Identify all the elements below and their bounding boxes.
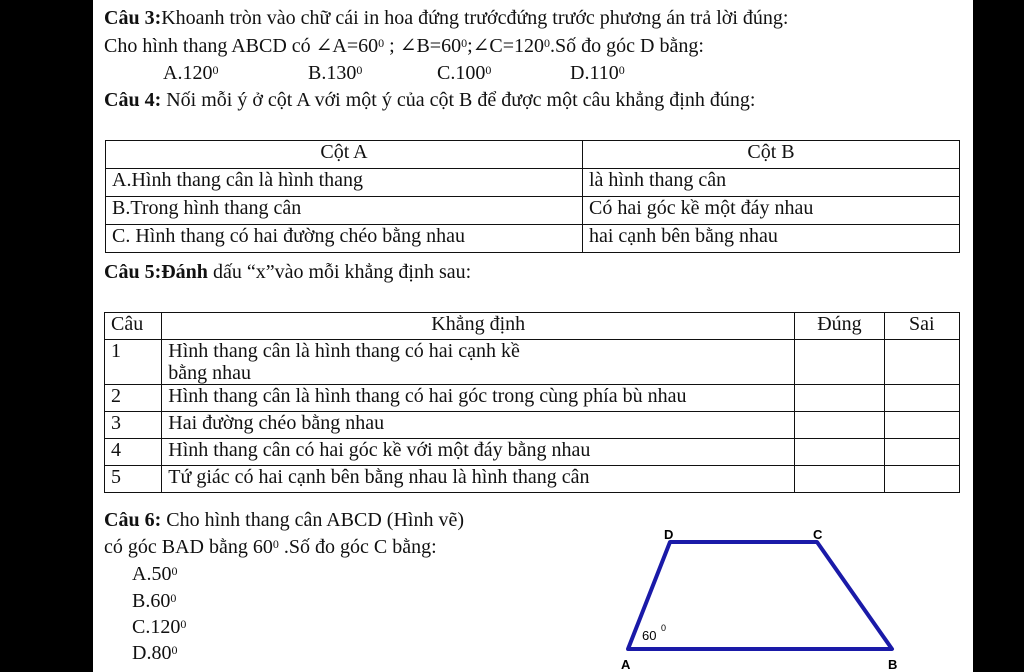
q6-option-b[interactable]	[132, 589, 176, 613]
dung-cell[interactable]	[795, 412, 884, 439]
sai-cell[interactable]	[884, 466, 959, 493]
row-number: 2	[105, 385, 162, 412]
q6-option-a[interactable]	[132, 562, 177, 586]
table-row	[105, 439, 960, 466]
row-number: 3	[105, 412, 162, 439]
q3-problem-part: Cho hình thang ABCD có ∠A=60	[104, 35, 379, 57]
option-letter: D.	[132, 642, 152, 664]
option-value: 100	[455, 62, 486, 84]
q6-text: Cho hình thang cân ABCD (Hình vẽ)	[161, 509, 464, 531]
table-row	[105, 412, 960, 439]
option-letter: A.	[163, 62, 183, 84]
cell-b: là hình thang cân	[583, 169, 960, 197]
q3-option-b[interactable]	[308, 61, 362, 85]
vertex-label-a: A	[621, 657, 631, 672]
q6-problem-part: có góc BAD bằng 60	[104, 536, 273, 558]
q5-text: dấu “x”vào mỗi khẳng định sau:	[207, 261, 472, 283]
header-khang-dinh: Khẳng định	[162, 313, 795, 340]
row-statement: Hình thang cân là hình thang có hai góc trong cùng phía bù nhau	[162, 385, 795, 412]
statement-line: bằng nhau	[168, 362, 252, 384]
table-row	[106, 169, 960, 197]
q4-instruction	[104, 88, 755, 112]
option-letter: D.	[570, 62, 590, 84]
q6-problem	[104, 535, 437, 559]
header-cot-a: Cột A	[106, 141, 583, 169]
table-header-row	[106, 141, 960, 169]
q6-label: Câu 6:	[104, 509, 162, 531]
q3-label: Câu 3:	[104, 7, 162, 29]
table-row	[106, 197, 960, 225]
dung-cell[interactable]	[795, 385, 884, 412]
q6-problem-part: .Số đo góc C bằng:	[278, 536, 437, 558]
header-dung: Đúng	[795, 313, 884, 340]
q5-instruction	[104, 260, 471, 284]
cell-a: A.Hình thang cân là hình thang	[106, 169, 583, 197]
vertex-label-c: C	[813, 528, 823, 542]
row-number: 1	[105, 340, 162, 385]
cell-b: Có hai góc kề một đáy nhau	[583, 197, 960, 225]
dung-cell[interactable]	[795, 340, 884, 385]
option-sup: 0	[170, 591, 177, 605]
option-letter: B.	[132, 590, 151, 612]
row-statement	[162, 340, 795, 385]
table-row	[105, 466, 960, 493]
q3-sup: 0	[544, 36, 551, 50]
row-number: 4	[105, 439, 162, 466]
sai-cell[interactable]	[884, 439, 959, 466]
option-sup: 0	[485, 63, 492, 77]
q3-sup: 0	[378, 36, 385, 50]
q3-sup: 0	[461, 36, 468, 50]
option-value: 50	[151, 563, 172, 585]
angle-degree-sup: 0	[661, 623, 667, 633]
table-row	[105, 340, 960, 385]
table-header-row	[105, 313, 960, 340]
row-statement: Tứ giác có hai cạnh bên bằng nhau là hình thang cân	[162, 466, 795, 493]
option-letter: A.	[132, 563, 152, 585]
true-false-table	[104, 312, 960, 493]
q6-option-d[interactable]	[132, 641, 177, 665]
q3-option-c[interactable]	[437, 61, 491, 85]
option-letter: C.	[437, 62, 456, 84]
q3-problem	[104, 34, 704, 58]
option-sup: 0	[618, 63, 625, 77]
option-sup: 0	[171, 643, 178, 657]
table-row	[105, 385, 960, 412]
option-value: 80	[151, 642, 172, 664]
option-value: 60	[150, 590, 171, 612]
table-row	[106, 225, 960, 253]
trapezoid-shape	[628, 542, 892, 649]
q6-sup: 0	[272, 537, 279, 551]
header-sai: Sai	[884, 313, 959, 340]
option-value: 120	[150, 616, 181, 638]
q4-text: Nối mỗi ý ở cột A với một ý của cột B để được một câu khẳng định đúng:	[161, 89, 756, 111]
angle-label: 60	[642, 628, 657, 643]
row-statement: Hai đường chéo bằng nhau	[162, 412, 795, 439]
dung-cell[interactable]	[795, 439, 884, 466]
row-number: 5	[105, 466, 162, 493]
sai-cell[interactable]	[884, 385, 959, 412]
header-cot-b: Cột B	[583, 141, 960, 169]
q6-option-c[interactable]	[132, 615, 186, 639]
dung-cell[interactable]	[795, 466, 884, 493]
vertex-label-b: B	[888, 657, 898, 672]
sai-cell[interactable]	[884, 412, 959, 439]
q4-label: Câu 4:	[104, 89, 162, 111]
option-sup: 0	[356, 63, 363, 77]
matching-table	[105, 140, 960, 253]
option-value: 130	[326, 62, 357, 84]
q6-instruction	[104, 508, 464, 532]
cell-a: C. Hình thang có hai đường chéo bằng nhau	[106, 225, 583, 253]
option-letter: B.	[308, 62, 327, 84]
cell-a: B.Trong hình thang cân	[106, 197, 583, 225]
q3-option-d[interactable]	[570, 61, 625, 85]
q5-label2: Đánh	[161, 261, 208, 283]
row-statement: Hình thang cân có hai góc kề với một đáy bằng nhau	[162, 439, 795, 466]
vertex-label-d: D	[664, 528, 674, 542]
option-sup: 0	[171, 564, 178, 578]
q3-problem-part: ;∠C=120	[467, 35, 545, 57]
option-sup: 0	[212, 63, 219, 77]
option-value: 110	[589, 62, 619, 84]
trapezoid-figure	[620, 528, 920, 672]
q3-text: Khoanh tròn vào chữ cái in hoa đứng trướcđứng trước phương án trả lời đúng:	[161, 7, 789, 29]
cell-b: hai cạnh bên bằng nhau	[583, 225, 960, 253]
q5-label: Câu 5:	[104, 261, 162, 283]
q3-instruction	[104, 6, 788, 30]
header-cau: Câu	[105, 313, 162, 340]
q3-option-a[interactable]	[163, 61, 218, 85]
option-value: 120	[182, 62, 213, 84]
statement-line: Hình thang cân là hình thang có hai cạnh kề	[168, 340, 520, 362]
sai-cell[interactable]	[884, 340, 959, 385]
q3-problem-part: ; ∠B=60	[384, 35, 462, 57]
option-sup: 0	[180, 617, 187, 631]
q3-problem-part: .Số đo góc D bằng:	[550, 35, 704, 57]
option-letter: C.	[132, 616, 151, 638]
